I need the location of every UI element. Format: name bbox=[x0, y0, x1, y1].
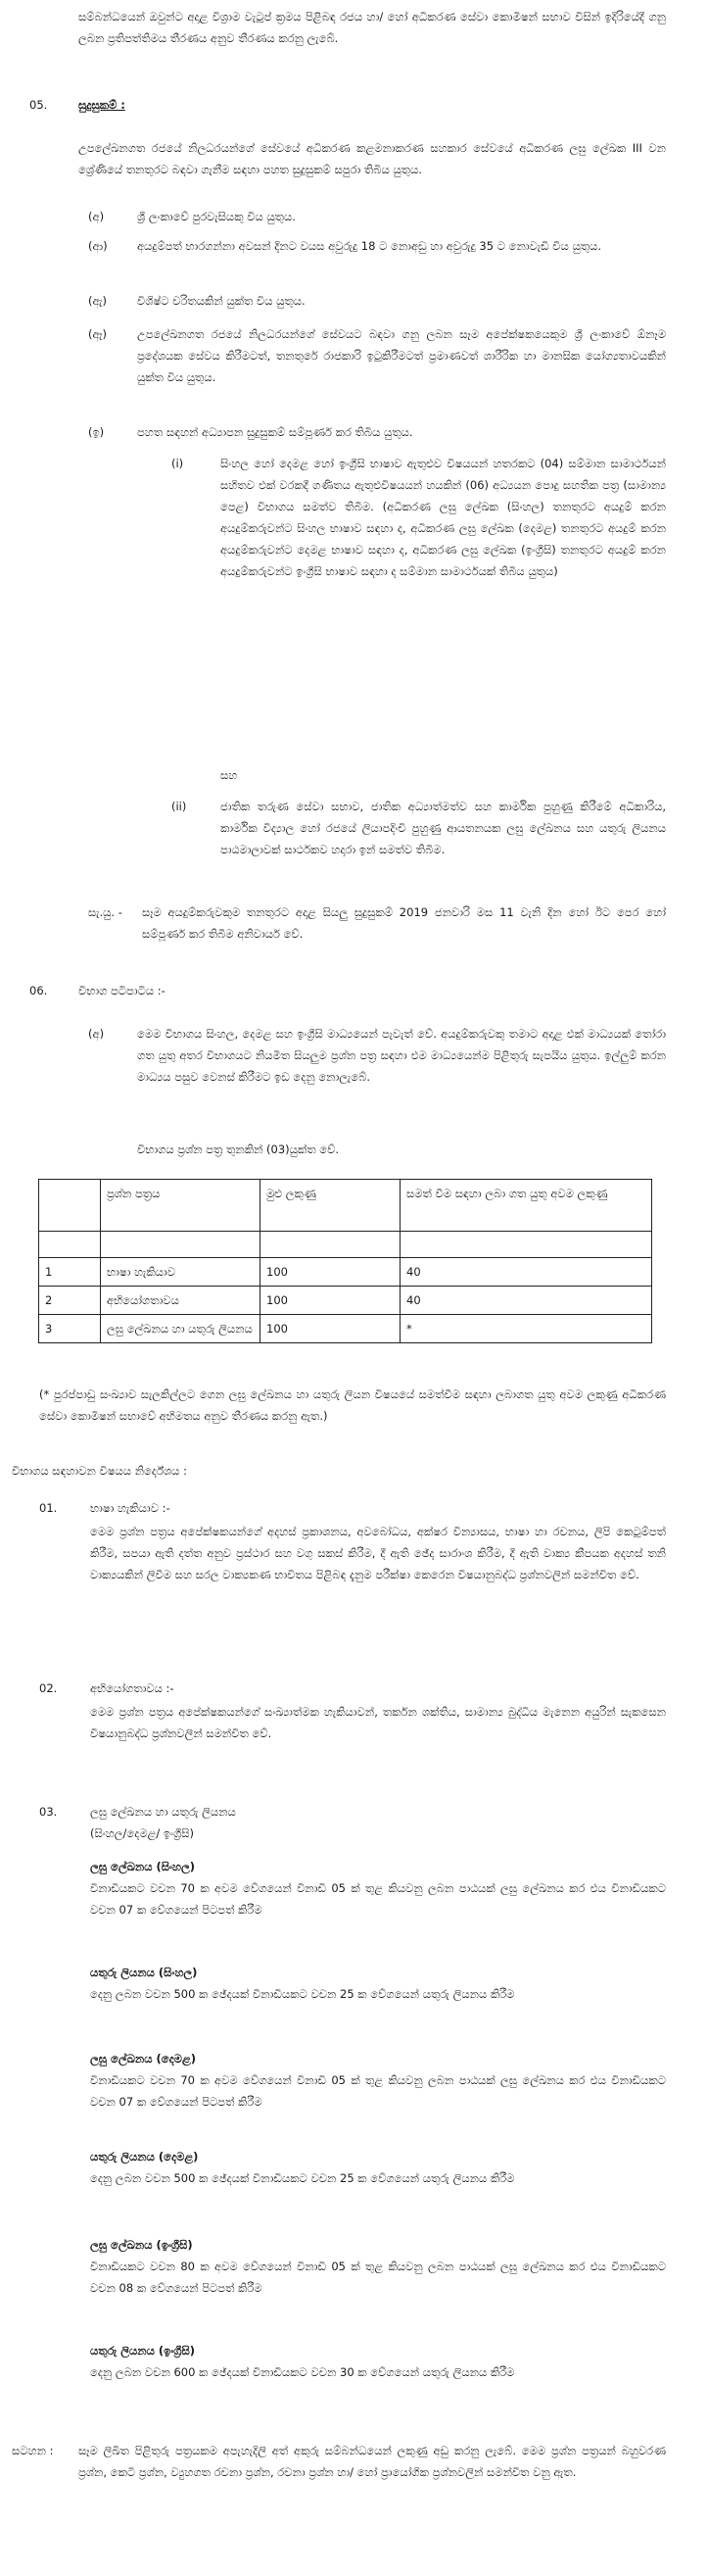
table-cell: භාෂා හැකියාව bbox=[101, 1258, 260, 1287]
qual-c-mark: (ඇ) bbox=[88, 294, 107, 308]
table-cell: 2 bbox=[39, 1287, 101, 1315]
qual-d-text: උපලේඛනගත රජයේ නිලධරයන්ගේ සේවයට බඳවා ගනු ලබන සෑම අපේක්ෂකයෙකුම ශ්‍රී ලංකාවේ ඕනෑම ප්‍රදේශයක සේවය කිරීමටත්, තනතුරේ රාජකාරි ඉටුකිරීමටත් ප්‍රමාණවත් ශාරීරික හා මානසික යෝග්‍යතාවයකින් යුක්ත විය යුතුය. bbox=[137, 327, 666, 384]
qual-a-text: ශ්‍රී ලංකාවේ පුරවැසියකු විය යුතුය. bbox=[137, 210, 296, 223]
section-06-number: 06. bbox=[29, 984, 48, 997]
qual-sub-i-mark: (i) bbox=[171, 457, 184, 470]
shorthand-english-label: ලඝු ලේඛනය (ඉංග්‍රීසි) bbox=[90, 2238, 193, 2252]
shorthand-tamil-text: විනාඩියකට වචන 70 ක අවම වේගයෙන් විනාඩි 05 ක් තුළ කියවනු ලබන පාඨයක් ලඝු ලේඛනය කර එය විනාඩියකට වචන 07 ක වේගයෙන් පිටපත් කිරීම bbox=[90, 2073, 666, 2109]
section-05-title: සුදුසුකම් : bbox=[78, 98, 125, 112]
qual-b-mark: (ආ) bbox=[88, 239, 108, 253]
table-cell: අභියෝගතාවය bbox=[101, 1287, 260, 1315]
qual-e-text: පහත සඳහන් අධ්‍යාපන සුදුසුකම් සම්පූර්ණ කර තිබිය යුතුය. bbox=[137, 425, 413, 439]
qual-note-mark: සැ.යු. - bbox=[88, 905, 122, 919]
table-row bbox=[39, 1232, 652, 1258]
typing-english-label: යතුරු ලියනය (ඉංග්‍රීසි) bbox=[90, 2344, 195, 2357]
intro-paragraph: සම්බන්ධයෙන් ඔවුන්ට අදාළ විශ්‍රාම වැටුප් ක්‍රමය පිළිබඳ රජය හා/ හෝ අධිකරණ සේවා කොමිෂන් සභාව විසින් ඉදිරියේදී ගනු ලබන ප්‍රතිපත්තිමය තීරණය අනුව තීරණය කරනු ලැබේ. bbox=[78, 10, 666, 45]
syllabus-2-text: මෙම ප්‍රශ්න පත්‍රය අපේක්ෂකයන්ගේ සංඛ්‍යාත්මක හැකියාවන්, තර්කන ශක්තිය, සාමාන්‍ය බුද්ධිය මැනෙන අයුරින් සැකසෙන විෂයානුබද්ධ ප්‍රශ්නවලින් සමන්විත වේ. bbox=[90, 1705, 666, 1740]
syllabus-2-number: 02. bbox=[39, 1681, 58, 1695]
table-header-cell bbox=[39, 1180, 101, 1232]
table-cell: 100 bbox=[260, 1287, 401, 1315]
syllabus-title: විභාගය සඳහාවන විෂයය නිර්දේශය : bbox=[12, 1464, 187, 1478]
footer-note-mark: සටහන : bbox=[12, 2444, 54, 2457]
syllabus-1-number: 01. bbox=[39, 1501, 58, 1515]
syllabus-3-number: 03. bbox=[39, 1805, 58, 1819]
shorthand-sinhala-label: ලඝු ලේඛනය (සිංහල) bbox=[90, 1860, 196, 1873]
table-header-cell: සමත් වීම සඳහා ලබා ගත යුතු අවම ලකුණු bbox=[401, 1180, 652, 1232]
table-cell: 3 bbox=[39, 1315, 101, 1343]
footer-note-text: සෑම ලිඛිත පිළිතුරු පත්‍රයකම අපැහැදිලි අත් අකුරු සම්බන්ධයෙන් ලකුණු අඩු කරනු ලැබේ. මෙම ප්‍රශ්න පත්‍රයන් බහුවරණ ප්‍රශ්න, කෙටි ප්‍රශ්න, ව්‍යුහගත රචනා ප්‍රශ්න, රචනා ප්‍රශ්න හා/ හෝ ප්‍රායෝගික ප්‍රශ්නවලින් සමන්විත වනු ඇත. bbox=[78, 2444, 666, 2479]
table-cell: * bbox=[401, 1315, 652, 1343]
exam-a-mark: (අ) bbox=[88, 1027, 105, 1041]
shorthand-tamil-label: ලඝු ලේඛනය (දෙමළ) bbox=[90, 2052, 196, 2066]
syllabus-3-title: ලඝු ලේඛනය හා යතුරු ලියනය bbox=[90, 1805, 236, 1819]
qual-sub-i-text: සිංහල හෝ දෙමළ හෝ ඉංග්‍රීසි භාෂාව ඇතුළුව විෂයයන් හතරකට (04) සම්මාන සාමාර්ථයන් සහිතව එක් වරකදී ගණිතය ඇතුළුවිෂයයන් හයකින් (06) අධ්‍යයන පොදු සහතික පත්‍ර (සාමාන්‍ය පෙළ) විභාගය සමත්ව තිබීම. (අධිකරණ ලඝු ලේඛක (සිංහල) තනතුරට අයදුම් කරන අයදුම්කරුවන්ට සිංහල භාෂාව සඳහා ද, අධිකරණ ලඝු ලේඛක (දෙමළ) තනතුරට අයදුම් කරන අයදුම්කරුවන්ට දෙමළ භාෂාව සඳහා ද, අධිකරණ ලඝු ලේඛක (ඉංග්‍රීසි) තනතුරට අයදුම් කරන අයදුම්කරුවන්ට ඉංග්‍රීසි භාෂාව සඳහා ද සම්මාන සාමාර්ථයක් තිබිය යුතුය) bbox=[220, 457, 666, 578]
syllabus-1-text: මෙම ප්‍රශ්න පත්‍රය අපේක්ෂකයන්ගේ අදහස් ප්‍රකාශනය, අවබෝධය, අක්ෂර වින්‍යාසය, භාෂා හා රචනය, ලිපි කෙටුම්පත් කිරීම, සපයා ඇති දත්ත අනුව ප්‍රස්ථාර සහ වගු සකස් කිරීම, දී ඇති ඡේද සාරාංශ කිරීම, දී ඇති වාක්‍ය කීපයක අදහස් තනි වාක්‍යයකින් ලිවීම සහ සරල වාක්‍යකණ භාවිතය පිළිබඳ දැනුම පරීක්ෂා කෙරෙන විෂයානුබද්ධ ප්‍රශ්නවලින් සමන්විත වේ. bbox=[90, 1525, 666, 1581]
table-cell: 1 bbox=[39, 1258, 101, 1287]
typing-tamil-text: දෙනු ලබන වචන 500 ක ඡේදයක් විනාඩියකට වචන 25 ක වේගයෙන් යතුරු ලියනය කිරීම bbox=[90, 2171, 515, 2185]
exam-a-text: මෙම විභාගය සිංහල, දෙමළ සහ ඉංග්‍රීසි මාධ්‍යයෙන් පැවැත් වේ. අයදුම්කරුවකු තමාට අදාළ එක් මාධ්‍යයක් තෝරා ගත යුතු අතර විභාගයට නියමිත සියලුම ප්‍රශ්න පත්‍ර සඳහා එම මාධ්‍යයෙන්ම පිළිතුරු සැපයිය යුතුය. ඉල්ලුම් කරන මාධ්‍යය පසුව වෙනස් කිරීමට ඉඩ දෙනු නොලැබේ. bbox=[137, 1027, 666, 1084]
qual-d-mark: (ඈ) bbox=[88, 327, 107, 341]
section-05-intro: උපලේඛනගත රජයේ නිලධරයන්ගේ සේවයේ අධිකරණ කළමනාකරණ සහකාර සේවයේ අධිකරණ ලඝු ලේඛක III වන ශ්‍රේණියේ තනතුරට බඳවා ගැනීම සඳහා පහත සුදුසුකම් සපුරා තිබිය යුතුය. bbox=[78, 141, 666, 176]
syllabus-3-subtitle: (සිංහල/දෙමළ/ ඉංග්‍රීසි) bbox=[90, 1826, 194, 1840]
shorthand-sinhala-text: විනාඩියකට වචන 70 ක අවම වේගයෙන් විනාඩි 05 ක් තුළ කියවනු ලබන පාඨයක් ලඝු ලේඛනය කර එය විනාඩියකට වචන 07 ක වේගයෙන් පිටපත් කිරීම bbox=[90, 1881, 666, 1917]
qual-saha: සහ bbox=[220, 768, 238, 782]
table-row bbox=[39, 1287, 652, 1315]
shorthand-english-text: විනාඩියකට වචන 80 ක අවම වේගයෙන් විනාඩි 05 ක් තුළ කියවනු ලබන පාඨයක් ලඝු ලේඛනය කර එය විනාඩියකට වචන 08 ක වේගයෙන් පිටපත් කිරීම bbox=[90, 2260, 666, 2295]
table-cell: 40 bbox=[401, 1258, 652, 1287]
syllabus-1-title: භාෂා හැකියාව :- bbox=[90, 1501, 170, 1515]
table-cell bbox=[101, 1232, 260, 1258]
typing-tamil-label: යතුරු ලියනය (දෙමළ) bbox=[90, 2150, 199, 2163]
syllabus-2-title: අභියෝගතාවය :- bbox=[90, 1681, 174, 1695]
table-cell: 40 bbox=[401, 1287, 652, 1315]
table-cell: 100 bbox=[260, 1258, 401, 1287]
qual-b-text: අයදුම්පත් භාරගන්නා අවසන් දිනට වයස අවුරුදු 18 ට නොඅඩු හා අවුරුදු 35 ට නොවැඩි විය යුතුය. bbox=[137, 239, 601, 253]
typing-english-text: දෙනු ලබන වචන 600 ක ඡේදයක් විනාඩියකට වචන 30 ක වේගයෙන් යතුරු ලියනය කිරීම bbox=[90, 2365, 515, 2379]
qual-e-mark: (ඉ) bbox=[88, 425, 105, 439]
table-cell: ලඝු ලේඛනය හා යතුරු ලියනය bbox=[101, 1315, 260, 1343]
typing-sinhala-label: යතුරු ලියනය (සිංහල) bbox=[90, 1966, 198, 1979]
star-note: (* පුරප්පාඩු සංඛ්‍යාව සැලකිල්ලට ගෙන ලඝු ලේඛනය හා යතුරු ලියන විෂයයේ සමත්වීම සඳහා ලබාගත යුතු අවම ලකුණු අධිකරණ සේවා කොමිෂන් සභාවේ අභිමතය අනුව තීරණය කරනු ඇත.) bbox=[39, 1387, 666, 1423]
marks-table-header bbox=[39, 1180, 652, 1232]
typing-sinhala-text: දෙනු ලබන වචන 500 ක ඡේදයක් විනාඩියකට වචන 25 ක වේගයෙන් යතුරු ලියනය කිරීම bbox=[90, 1987, 515, 2001]
table-header-cell: මුළු ලකුණු bbox=[260, 1180, 401, 1232]
table-cell bbox=[401, 1232, 652, 1258]
qual-note-text: සෑම අයදුම්කරුවකුම තනතුරට අදාළ සියලු සුදුසුකම් 2019 ජනවාරි මස 11 වැනි දින හෝ ඊට පෙර හෝ සම්පූර්ණ කර තිබීම අනිවාර්ය වේ. bbox=[142, 905, 666, 941]
table-cell bbox=[39, 1232, 101, 1258]
exam-papers-intro: විභාගය ප්‍රශ්න පත්‍ර තුනකින් (03)යුක්ත වේ. bbox=[137, 1142, 339, 1156]
section-05-number: 05. bbox=[29, 98, 48, 112]
section-06-title: විභාග පටිපාටිය :- bbox=[78, 984, 165, 997]
table-row bbox=[39, 1258, 652, 1287]
qual-c-text: විශිෂ්ට චරිතයකින් යුක්ත විය යුතුය. bbox=[137, 294, 306, 308]
qual-sub-ii-text: ජාතික තරුණ සේවා සභාව, ජාතික අධ්‍යාත්මත්ව සහ කාර්මික පුහුණු කිරීමේ අධිකාරිය, කාර්මික විද්‍යාල හෝ රජයේ ලියාපදිංචි පුහුණු ආයතනයක ලඝු ලේඛනය සහ යතුරු ලියනය පාඨමාලාවක් සාර්ථකව හදාරා ඉන් සමත්ව තිබීම. bbox=[220, 800, 666, 856]
table-row bbox=[39, 1315, 652, 1343]
table-cell bbox=[260, 1232, 401, 1258]
table-cell: 100 bbox=[260, 1315, 401, 1343]
table-header-cell: ප්‍රශ්න පත්‍රය bbox=[101, 1180, 260, 1232]
qual-a-mark: (අ) bbox=[88, 210, 105, 223]
marks-table bbox=[38, 1179, 652, 1343]
qual-sub-ii-mark: (ii) bbox=[171, 800, 187, 813]
